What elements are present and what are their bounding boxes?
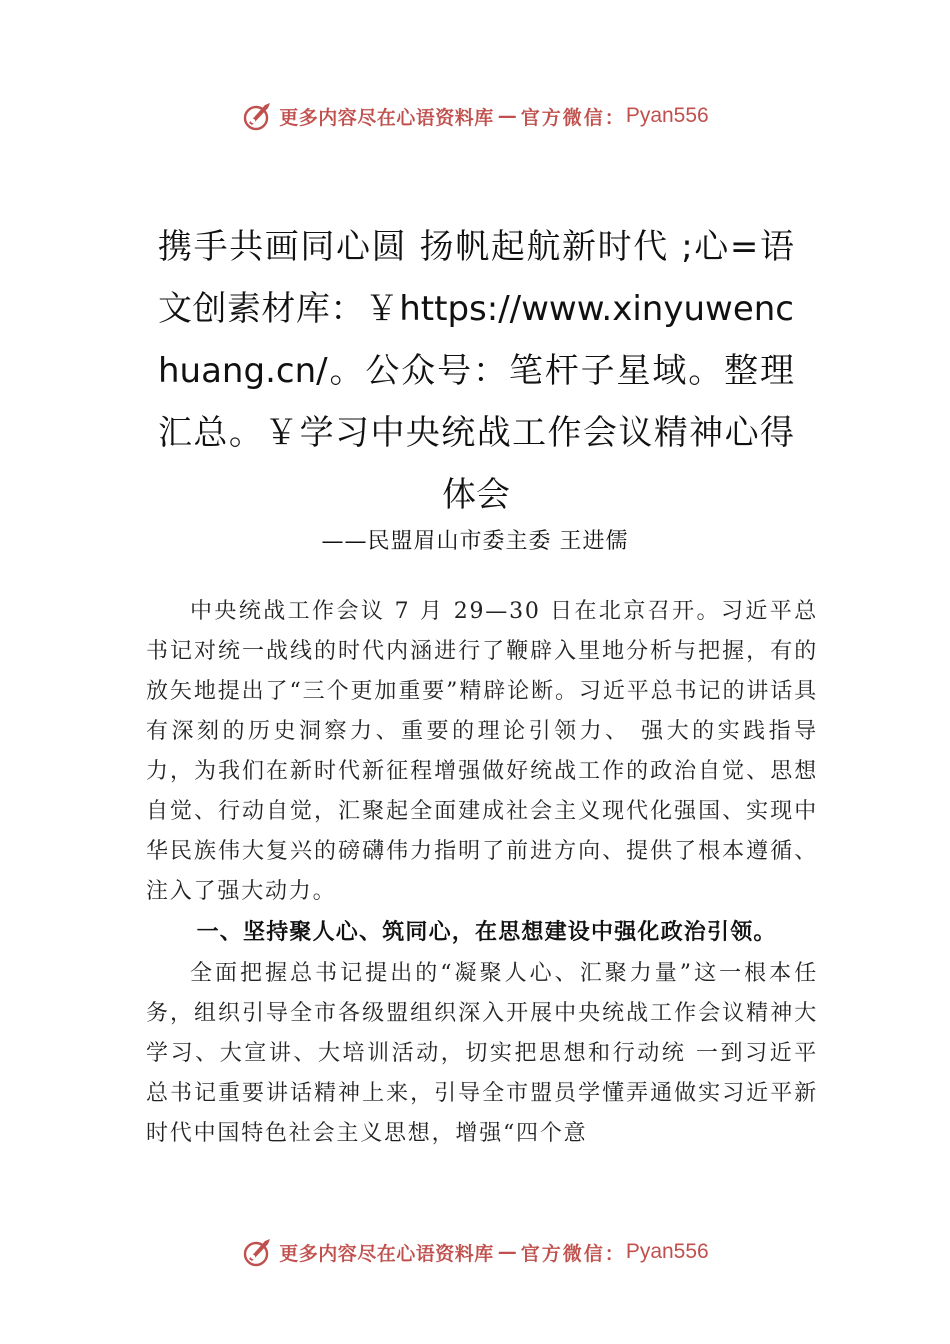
paragraph-section-1: 全面把握总书记提出的“凝聚人心、汇聚力量”这一根本任务，组织引导全市各级盟组织深入开展中央统战工作会议精神大学习、大宣讲、大培训活动，切实把思想和行动统 一到习近平总书记重要讲话精神上来，引导全市盟员学懂弄通做实习近平新时代中国特色社会主义思想，增强“四个意 — [146, 961, 818, 1146]
author-byline: ——民盟眉山市委主委 王进儒 — [321, 529, 629, 554]
quill-pen-logo-icon — [241, 1235, 275, 1269]
banner-separator: — — [497, 105, 517, 127]
banner-wechat-label: 官方微信： — [520, 1242, 626, 1265]
header-banner — [0, 96, 950, 136]
document-title: 携手共画同心圆 扬帆起航新时代 ;心=语文创素材库：￥https://www.xinyuwenchuang.cn/。公众号：笔杆子星域。整理汇总。￥学习中央统战工作会议精神心得体会 — [158, 227, 794, 515]
banner-title: 更多内容尽在心语资料库 — [279, 1242, 494, 1265]
quill-pen-logo-icon — [241, 99, 275, 133]
banner-wechat-id: Pyan556 — [625, 104, 709, 127]
banner-wechat-id: Pyan556 — [625, 1240, 709, 1263]
banner-wechat-label: 官方微信： — [520, 106, 626, 129]
banner-title: 更多内容尽在心语资料库 — [279, 106, 494, 129]
paragraph-intro: 中央统战工作会议 7 月 29—30 日在北京召开。习近平总书记对统一战线的时代内涵进行了鞭辟入里地分析与把握，有的放矢地提出了“三个更加重要”精辟论断。习近平总书记的讲话具有深刻的历史洞察力、重要的理论引领力、 强大的实践指导力，为我们在新时代新征程增强做好统战工作的政治自觉、思想自觉、行动自觉，汇聚起全面建成社会主义现代化强国、实现中华民族伟大复兴的磅礴伟力指明了前进方向、提供了根本遵循、注入了强大动力。 — [146, 599, 818, 904]
banner-separator: — — [497, 1241, 517, 1263]
section-heading-1: 一、坚持聚人心、筑同心，在思想建设中强化政治引领。 — [196, 920, 777, 945]
footer-banner — [0, 1232, 950, 1272]
document-body — [146, 592, 818, 1154]
